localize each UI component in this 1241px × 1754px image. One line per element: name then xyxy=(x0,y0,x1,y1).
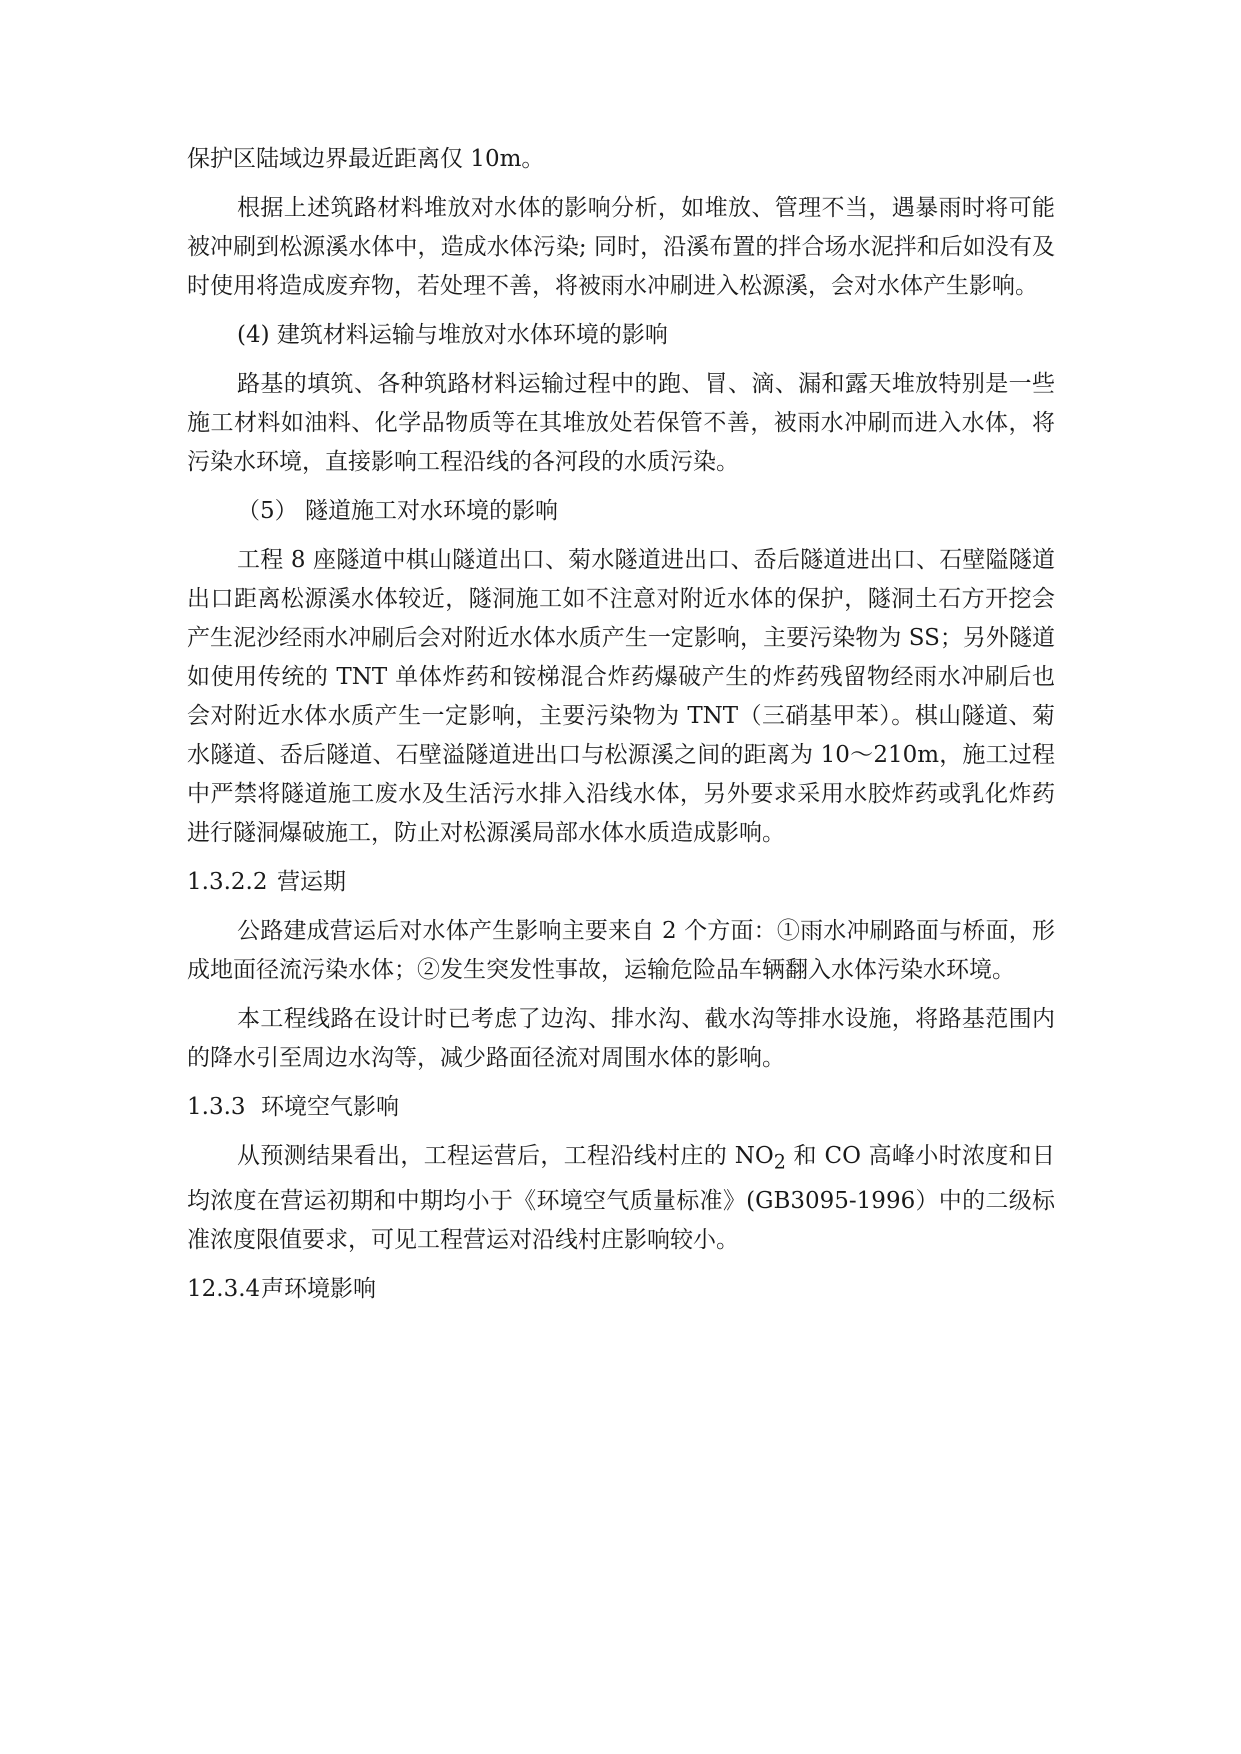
section-number: 1.3.2.2 xyxy=(187,869,268,895)
section-title: 营运期 xyxy=(277,869,346,895)
section-number: 12.3.4 xyxy=(187,1275,261,1302)
lead-line: 保护区陆域边界最近距离仅 10m。 xyxy=(187,146,545,172)
section-title: 声环境影响 xyxy=(261,1275,376,1302)
section-heading-air xyxy=(187,1088,1055,1127)
paragraph-transport-stacking: 路基的填筑、各种筑路材料运输过程中的跑、冒、滴、漏和露天堆放特别是一些施工材料如油料、化学品物质等在其堆放处若保管不善，被雨水冲刷而进入水体，将污染水环境，直接影响工程沿线的各河段的水质污染。 xyxy=(187,371,1055,475)
paragraph-drainage-design: 本工程线路在设计时已考虑了边沟、排水沟、截水沟等排水设施，将路基范围内的降水引至周边水沟等，减少路面径流对周围水体的影响。 xyxy=(187,1006,1055,1071)
section-heading-noise xyxy=(187,1270,1055,1309)
paragraph-operation-impact: 公路建成营运后对水体产生影响主要来自 2 个方面：①雨水冲刷路面与桥面，形成地面径流污染水体；②发生突发性事故，运输危险品车辆翻入水体污染水环境。 xyxy=(187,918,1055,983)
document-body xyxy=(187,140,1055,1319)
subscript-2: 2 xyxy=(773,1150,786,1174)
air-text-after: 和 CO 高峰小时浓度和日均浓度在营运初期和中期均小于《环境空气质量标准》(GB3095-1996）中的二级标准浓度限值要求，可见工程营运对沿线村庄影响较小。 xyxy=(187,1143,1055,1253)
section-heading-operation xyxy=(187,863,1055,902)
air-text-before: 从预测结果看出，工程运营后，工程沿线村庄的 NO xyxy=(237,1143,774,1169)
subheading-5: （5） 隧道施工对水环境的影响 xyxy=(237,498,558,524)
paragraph-air-quality xyxy=(187,1137,1055,1260)
paragraph-material-stacking: 根据上述筑路材料堆放对水体的影响分析，如堆放、管理不当，遇暴雨时将可能被冲刷到松源溪水体中，造成水体污染; 同时，沿溪布置的拌合场水泥拌和后如没有及时使用将造成废弃物，若处理不善，将被雨水冲刷进入松源溪，会对水体产生影响。 xyxy=(187,195,1055,299)
subheading-4: (4) 建筑材料运输与堆放对水体环境的影响 xyxy=(237,322,668,348)
paragraph-tunnel-construction: 工程 8 座隧道中棋山隧道出口、菊水隧道进出口、岙后隧道进出口、石壁隘隧道出口距离松源溪水体较近，隧洞施工如不注意对附近水体的保护，隧洞土石方开挖会产生泥沙经雨水冲刷后会对附近水体水质产生一定影响，主要污染物为 SS；另外隧道如使用传统的 TNT 单体炸药和铵梯混合炸药爆破产生的炸药残留物经雨水冲刷后也会对附近水体水质产生一定影响，主要污染物为 TNT（三硝基甲苯）。棋山隧道、菊水隧道、岙后隧道、石壁溢隧道进出口与松源溪之间的距离为 10～210m，施工过程中严禁将隧道施工废水及生活污水排入沿线水体，另外要求采用水胶炸药或乳化炸药进行隧洞爆破施工，防止对松源溪局部水体水质造成影响。 xyxy=(187,547,1055,846)
section-number: 1.3.3 xyxy=(187,1094,246,1120)
section-title: 环境空气影响 xyxy=(261,1094,399,1120)
